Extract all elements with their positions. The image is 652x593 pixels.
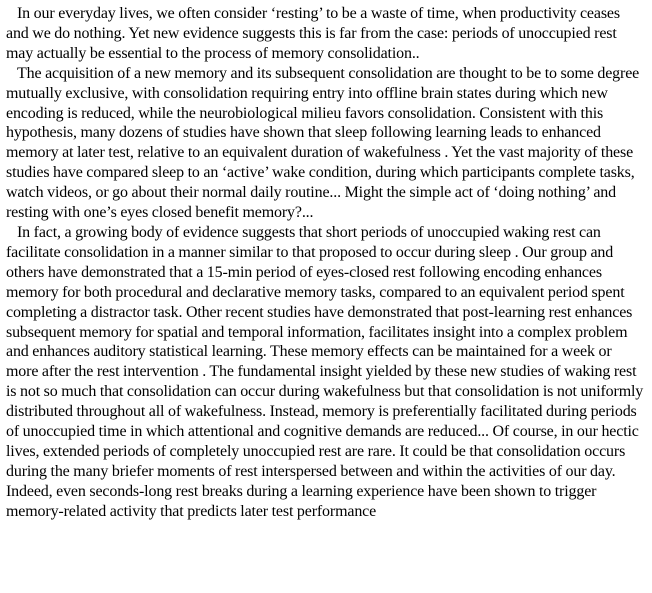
paragraph-consolidation-sleep: The acquisition of a new memory and its subsequent consolidation are thought to be to some degree mutually exclusive, with consolidation requiring entry into offline brain states during which new encoding is reduced, while the neurobiological milieu favors consolidation. Consistent with this hypothesis, many dozens of studies have shown that sleep following learning leads to enhanced memory at later test, relative to an equivalent duration of wakefulness . Yet the vast majority of these studies have compared sleep to an ‘active’ wake condition, during which participants complete tasks, watch videos, or go about their normal daily routine... Might the simple act of ‘doing nothing’ and resting with one’s eyes closed benefit memory?... — [6, 64, 640, 222]
paragraph-intro: In our everyday lives, we often consider ‘resting’ to be a waste of time, when productivity ceases and we do nothing. Yet new evidence suggests this is far from the case: periods of unoccupied rest may actually be essential to the process of memory consolidation.. — [6, 5, 620, 62]
paragraph-waking-rest: In fact, a growing body of evidence suggests that short periods of unoccupied waking rest can facilitate consolidation in a manner similar to that proposed to occur during sleep . Our group and others have demonstrated that a 15-min period of eyes-closed rest following encoding enhances memory for both procedural and declarative memory tasks, compared to an equivalent period spent completing a distractor task. Other recent studies have demonstrated that post-learning rest enhances subsequent memory for spatial and temporal information, facilitates insight into a complex problem and enhances auditory statistical learning. These memory effects can be maintained for a week or more after the rest intervention . The fundamental insight yielded by these new studies of waking rest is not so much that consolidation can occur during wakefulness but that consolidation is not uniformly distributed throughout all of wakefulness. Instead, memory is preferentially facilitated during periods of unoccupied time in which attentional and cognitive demands are reduced... Of course, in our hectic lives, extended periods of completely unoccupied rest are rare. It could be that consolidation occurs during the many briefer moments of rest interspersed between and within the activities of our day. Indeed, even seconds-long rest breaks during a learning experience have been shown to trigger memory-related activity that predicts later test performance — [6, 223, 644, 520]
